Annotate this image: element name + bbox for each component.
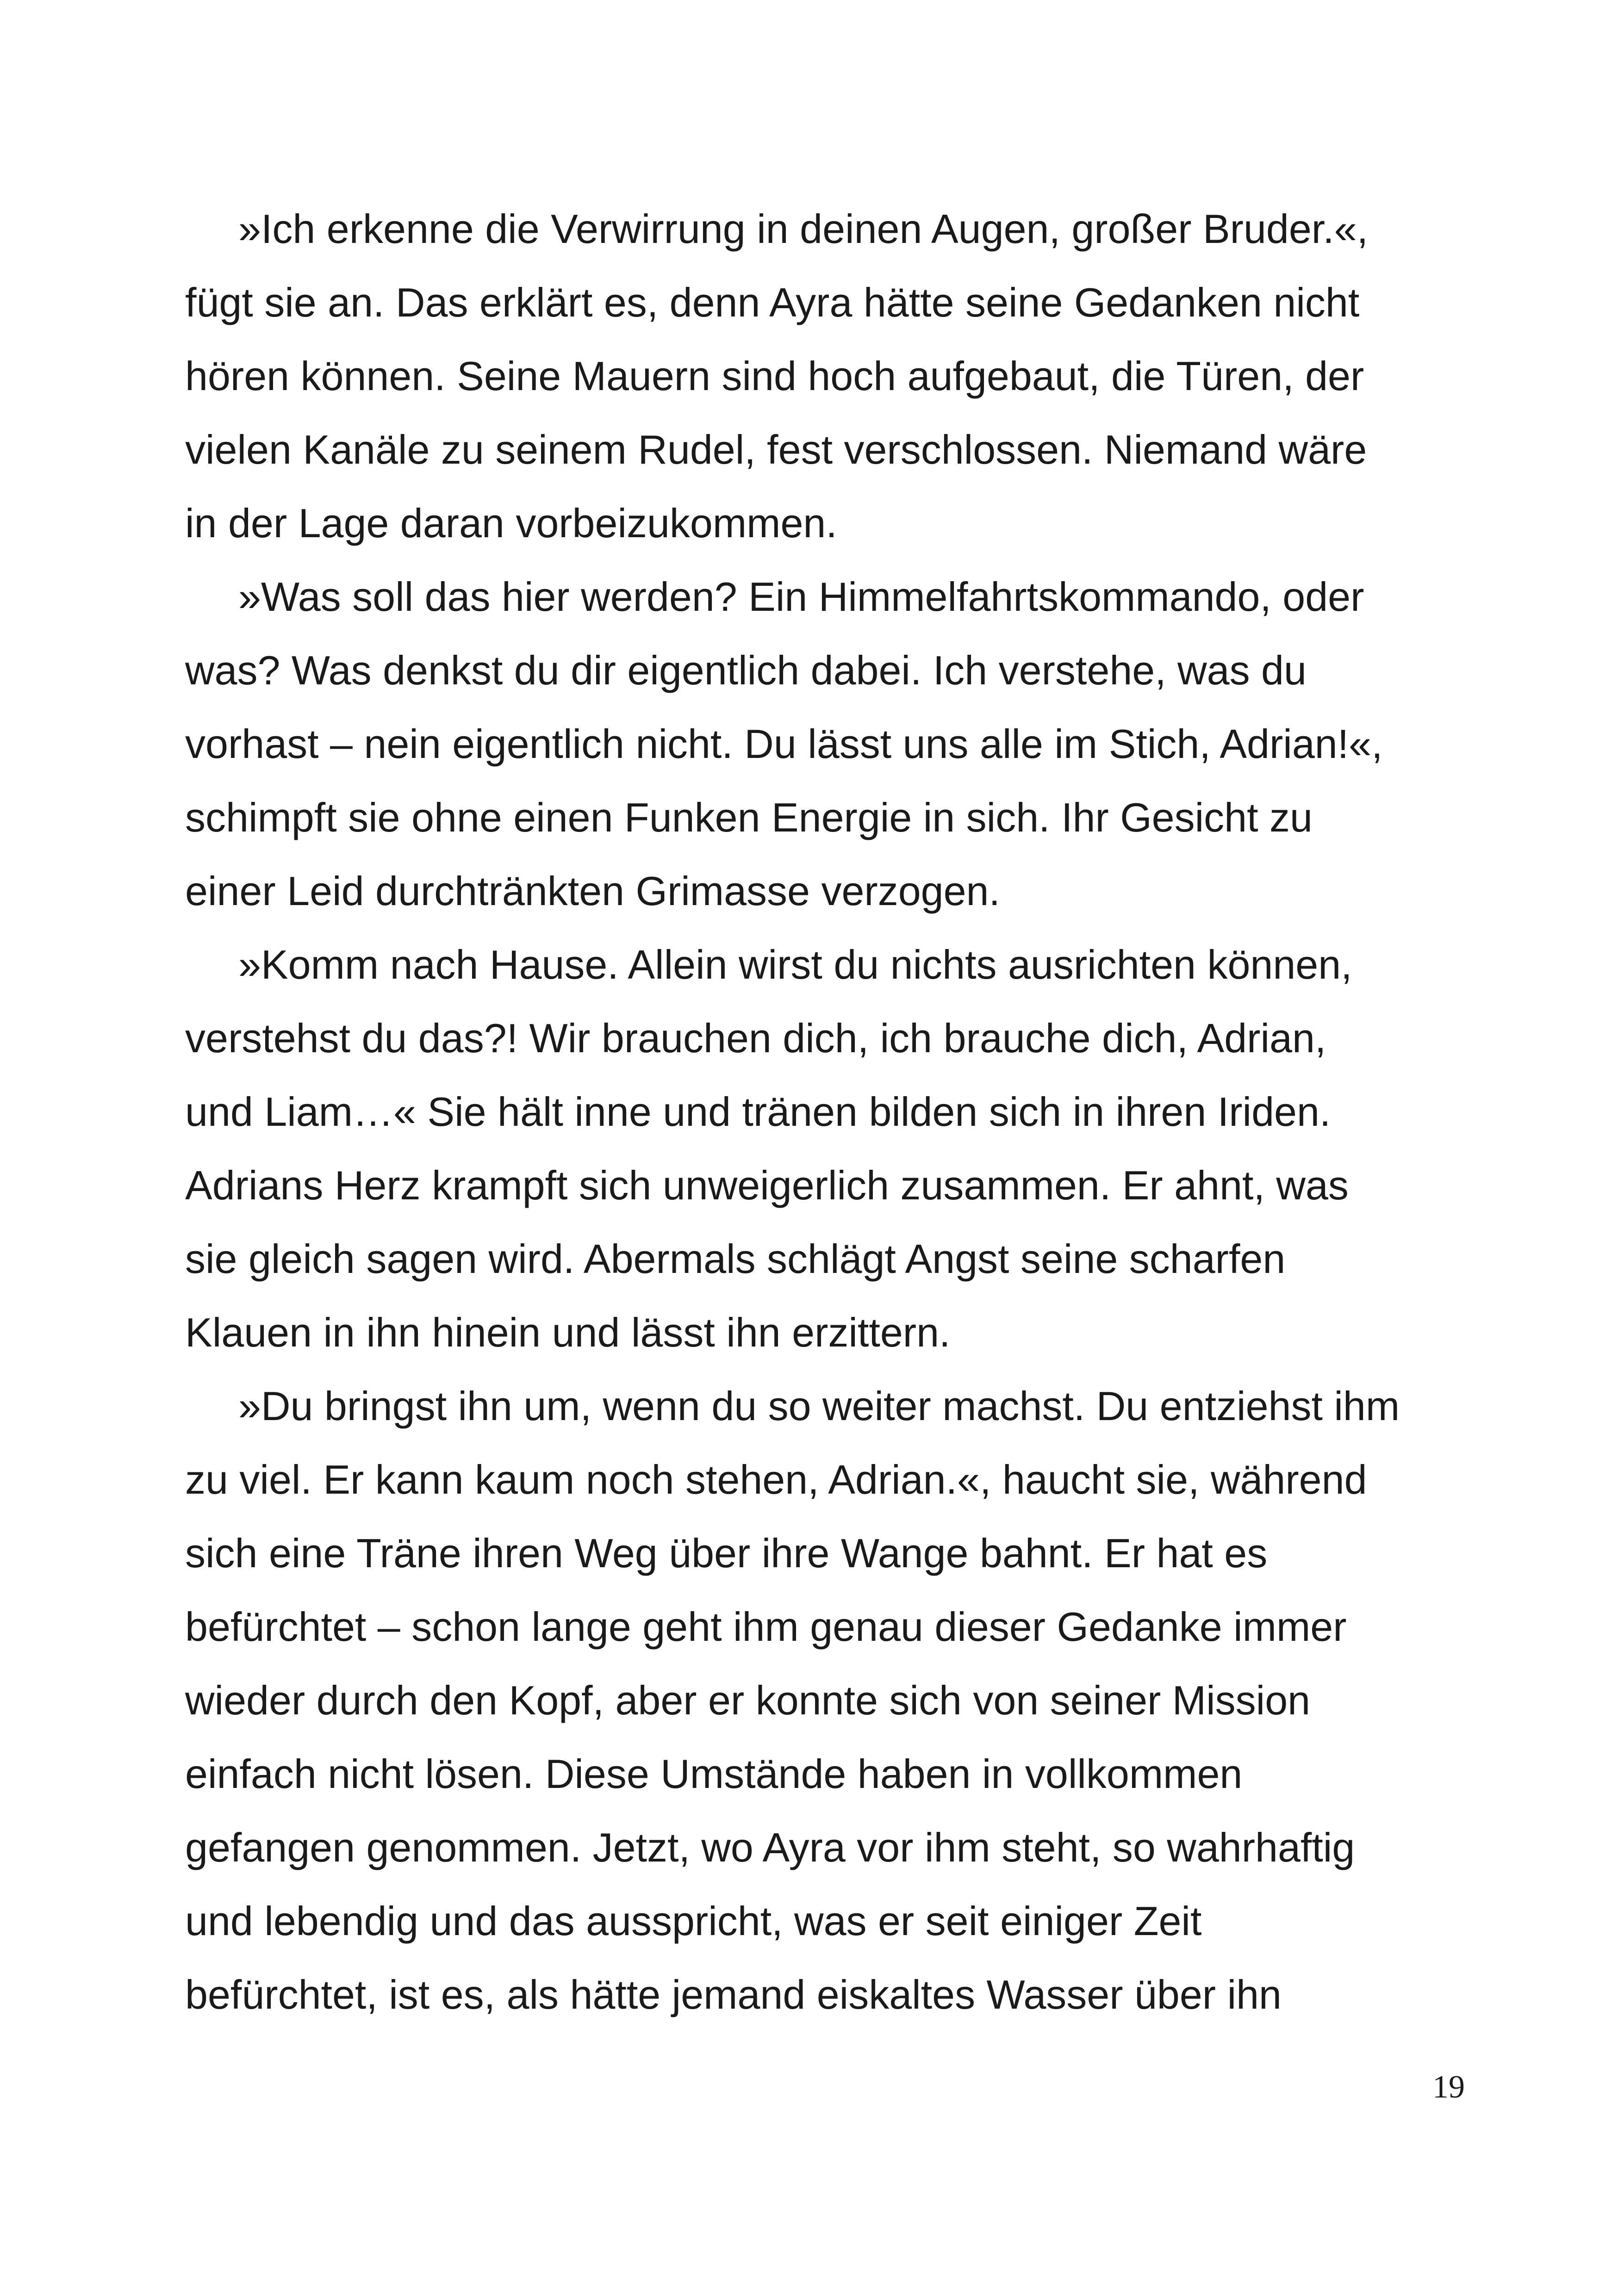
text-line: »Ich erkenne die Verwirrung in deinen Augen, großer Bruder.«, <box>238 206 1369 252</box>
text-line: Klauen in ihn hinein und lässt ihn erzittern. <box>185 1309 951 1355</box>
text-line: »Was soll das hier werden? Ein Himmelfahrtskommando, oder <box>238 574 1364 620</box>
text-line: zu viel. Er kann kaum noch stehen, Adrian.«, haucht sie, während <box>185 1457 1367 1502</box>
text-line: befürchtet – schon lange geht ihm genau dieser Gedanke immer <box>185 1604 1347 1650</box>
text-line: sie gleich sagen wird. Abermals schlägt Angst seine scharfen <box>185 1236 1286 1282</box>
text-line: »Du bringst ihn um, wenn du so weiter machst. Du entziehst ihm <box>238 1383 1400 1429</box>
page-number: 19 <box>1432 2069 1465 2105</box>
text-line: befürchtet, ist es, als hätte jemand eiskaltes Wasser über ihn <box>185 1972 1282 2017</box>
text-line: vorhast – nein eigentlich nicht. Du lässt uns alle im Stich, Adrian!«, <box>185 721 1383 767</box>
text-line: einer Leid durchtränkten Grimasse verzogen. <box>185 868 1000 914</box>
text-line: Adrians Herz krampft sich unweigerlich zusammen. Er ahnt, was <box>185 1162 1349 1208</box>
text-line: sich eine Träne ihren Weg über ihre Wange bahnt. Er hat es <box>185 1530 1268 1576</box>
text-line: gefangen genommen. Jetzt, wo Ayra vor ihm steht, so wahrhaftig <box>185 1824 1355 1870</box>
text-line: einfach nicht lösen. Diese Umstände haben in vollkommen <box>185 1751 1243 1797</box>
text-line: »Komm nach Hause. Allein wirst du nichts ausrichten können, <box>238 942 1352 987</box>
text-line: fügt sie an. Das erklärt es, denn Ayra hätte seine Gedanken nicht <box>185 279 1360 325</box>
text-line: und Liam…« Sie hält inne und tränen bilden sich in ihren Iriden. <box>185 1089 1331 1135</box>
text-line: verstehst du das?! Wir brauchen dich, ich brauche dich, Adrian, <box>185 1015 1326 1061</box>
text-line: schimpft sie ohne einen Funken Energie in sich. Ihr Gesicht zu <box>185 794 1313 840</box>
text-line: in der Lage daran vorbeizukommen. <box>185 500 837 546</box>
text-line: vielen Kanäle zu seinem Rudel, fest verschlossen. Niemand wäre <box>185 427 1367 472</box>
text-line: wieder durch den Kopf, aber er konnte sich von seiner Mission <box>185 1677 1311 1723</box>
text-line: und lebendig und das ausspricht, was er seit einiger Zeit <box>185 1898 1202 1944</box>
text-line: hören können. Seine Mauern sind hoch aufgebaut, die Türen, der <box>185 353 1364 399</box>
text-line: was? Was denkst du dir eigentlich dabei. Ich verstehe, was du <box>185 647 1307 693</box>
body-text <box>185 201 1462 2041</box>
